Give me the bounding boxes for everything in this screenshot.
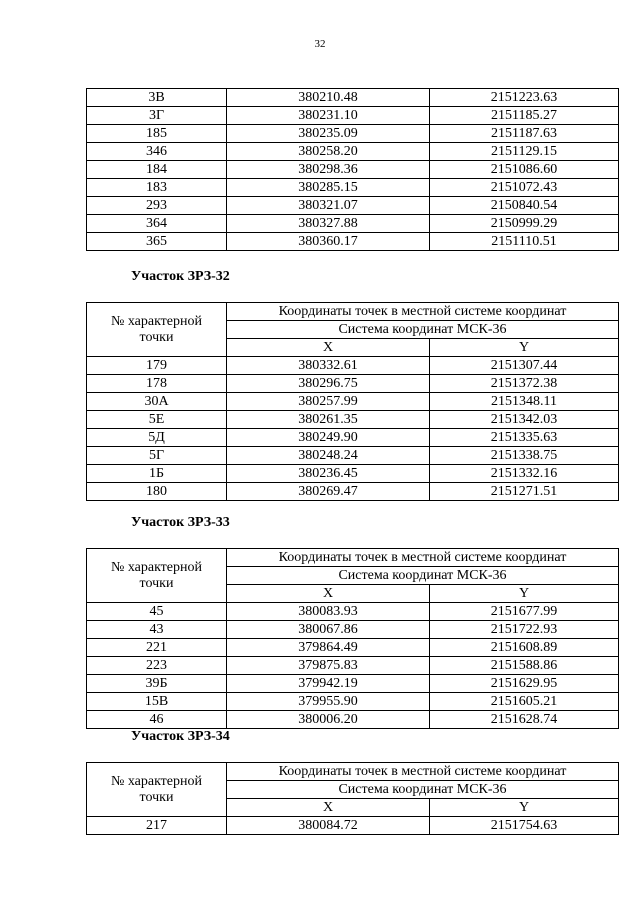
y-coordinate-cell: 2151605.21 (430, 693, 619, 711)
x-coordinate-cell: 380321.07 (227, 197, 430, 215)
x-column-header: X (227, 799, 430, 817)
point-number-cell: 221 (87, 639, 227, 657)
point-number-cell: 364 (87, 215, 227, 233)
y-coordinate-cell: 2150999.29 (430, 215, 619, 233)
coords-system-header: Координаты точек в местной системе координат (227, 303, 619, 321)
y-coordinate-cell: 2151677.99 (430, 603, 619, 621)
point-number-cell: 5Д (87, 429, 227, 447)
y-coordinate-cell: 2151629.95 (430, 675, 619, 693)
header-line: точки (139, 575, 174, 591)
point-number-cell: 30А (87, 393, 227, 411)
table-row (87, 393, 619, 411)
point-number-cell: 346 (87, 143, 227, 161)
point-number-cell: 178 (87, 375, 227, 393)
table-row (87, 817, 619, 835)
coords-system-name: Система координат МСК-36 (227, 567, 619, 585)
y-column-header: Y (430, 339, 619, 357)
table-header (87, 549, 619, 603)
coords-system-header: Координаты точек в местной системе координат (227, 763, 619, 781)
x-coordinate-cell: 380236.45 (227, 465, 430, 483)
page-number: 32 (314, 38, 326, 50)
y-coordinate-cell: 2151335.63 (430, 429, 619, 447)
x-coordinate-cell: 379955.90 (227, 693, 430, 711)
coordinates-table-zrz-34 (86, 762, 619, 835)
x-coordinate-cell: 380006.20 (227, 711, 430, 729)
y-coordinate-cell: 2151271.51 (430, 483, 619, 501)
x-coordinate-cell: 380231.10 (227, 107, 430, 125)
table-row (87, 107, 619, 125)
x-coordinate-cell: 379864.49 (227, 639, 430, 657)
point-number-cell: 43 (87, 621, 227, 639)
y-coordinate-cell: 2151129.15 (430, 143, 619, 161)
y-coordinate-cell: 2151588.86 (430, 657, 619, 675)
point-number-cell: 185 (87, 125, 227, 143)
point-number-cell: 1Б (87, 465, 227, 483)
table-row (87, 675, 619, 693)
y-coordinate-cell: 2151223.63 (430, 89, 619, 107)
table-body (87, 89, 619, 251)
y-coordinate-cell: 2151372.38 (430, 375, 619, 393)
table-body (87, 357, 619, 501)
x-coordinate-cell: 380285.15 (227, 179, 430, 197)
x-coordinate-cell: 380249.90 (227, 429, 430, 447)
y-coordinate-cell: 2151608.89 (430, 639, 619, 657)
point-number-cell: 217 (87, 817, 227, 835)
x-column-header: X (227, 585, 430, 603)
coordinates-table-zrz-32 (86, 302, 619, 501)
coords-system-name: Система координат МСК-36 (227, 321, 619, 339)
y-coordinate-cell: 2151338.75 (430, 447, 619, 465)
point-number-header (87, 763, 227, 817)
point-number-cell: 3В (87, 89, 227, 107)
point-number-cell: 45 (87, 603, 227, 621)
section-title-zrz-34: Участок ЗРЗ-34 (131, 729, 230, 744)
table-row (87, 197, 619, 215)
y-coordinate-cell: 2151072.43 (430, 179, 619, 197)
x-coordinate-cell: 379875.83 (227, 657, 430, 675)
point-number-cell: 5Е (87, 411, 227, 429)
table-row (87, 125, 619, 143)
y-coordinate-cell: 2151332.16 (430, 465, 619, 483)
y-coordinate-cell: 2151348.11 (430, 393, 619, 411)
table-row (87, 447, 619, 465)
point-number-cell: 184 (87, 161, 227, 179)
x-coordinate-cell: 379942.19 (227, 675, 430, 693)
y-column-header: Y (430, 585, 619, 603)
table-row (87, 429, 619, 447)
x-column-header: X (227, 339, 430, 357)
x-coordinate-cell: 380332.61 (227, 357, 430, 375)
y-coordinate-cell: 2151342.03 (430, 411, 619, 429)
point-number-cell: 15В (87, 693, 227, 711)
x-coordinate-cell: 380296.75 (227, 375, 430, 393)
table-row (87, 639, 619, 657)
point-number-cell: 46 (87, 711, 227, 729)
y-coordinate-cell: 2151187.63 (430, 125, 619, 143)
table-body (87, 603, 619, 729)
header-line: № характерной (110, 559, 203, 575)
table-row (87, 215, 619, 233)
coordinates-table-continuation (86, 88, 619, 251)
table-row (87, 233, 619, 251)
table-row (87, 483, 619, 501)
x-coordinate-cell: 380261.35 (227, 411, 430, 429)
table-header (87, 303, 619, 357)
header-line: № характерной (110, 313, 203, 329)
section-title-zrz-33: Участок ЗРЗ-33 (131, 515, 230, 530)
x-coordinate-cell: 380327.88 (227, 215, 430, 233)
point-number-cell: 365 (87, 233, 227, 251)
y-coordinate-cell: 2151086.60 (430, 161, 619, 179)
table-row (87, 621, 619, 639)
point-number-cell: 5Г (87, 447, 227, 465)
y-coordinate-cell: 2151722.93 (430, 621, 619, 639)
x-coordinate-cell: 380083.93 (227, 603, 430, 621)
y-coordinate-cell: 2151628.74 (430, 711, 619, 729)
header-line: точки (139, 789, 174, 805)
coords-system-name: Система координат МСК-36 (227, 781, 619, 799)
table-row (87, 603, 619, 621)
header-line: точки (139, 329, 174, 345)
x-coordinate-cell: 380269.47 (227, 483, 430, 501)
y-coordinate-cell: 2151307.44 (430, 357, 619, 375)
table-row (87, 143, 619, 161)
y-column-header: Y (430, 799, 619, 817)
x-coordinate-cell: 380257.99 (227, 393, 430, 411)
header-line: № характерной (110, 773, 203, 789)
table-row (87, 161, 619, 179)
y-coordinate-cell: 2151754.63 (430, 817, 619, 835)
table-row (87, 465, 619, 483)
table-row (87, 657, 619, 675)
y-coordinate-cell: 2151185.27 (430, 107, 619, 125)
x-coordinate-cell: 380258.20 (227, 143, 430, 161)
y-coordinate-cell: 2151110.51 (430, 233, 619, 251)
x-coordinate-cell: 380248.24 (227, 447, 430, 465)
point-number-cell: 183 (87, 179, 227, 197)
point-number-cell: 223 (87, 657, 227, 675)
point-number-cell: 3Г (87, 107, 227, 125)
table-row (87, 357, 619, 375)
section-title-zrz-32: Участок ЗРЗ-32 (131, 269, 230, 284)
table-body (87, 817, 619, 835)
x-coordinate-cell: 380235.09 (227, 125, 430, 143)
point-number-cell: 180 (87, 483, 227, 501)
point-number-header (87, 549, 227, 603)
table-row (87, 411, 619, 429)
point-number-header (87, 303, 227, 357)
coords-system-header: Координаты точек в местной системе координат (227, 549, 619, 567)
point-number-cell: 179 (87, 357, 227, 375)
x-coordinate-cell: 380298.36 (227, 161, 430, 179)
x-coordinate-cell: 380210.48 (227, 89, 430, 107)
table-header (87, 763, 619, 817)
table-row (87, 711, 619, 729)
coordinates-table-zrz-33 (86, 548, 619, 729)
table-row (87, 89, 619, 107)
table-row (87, 693, 619, 711)
table-row (87, 179, 619, 197)
x-coordinate-cell: 380067.86 (227, 621, 430, 639)
table-row (87, 375, 619, 393)
point-number-cell: 293 (87, 197, 227, 215)
point-number-cell: 39Б (87, 675, 227, 693)
y-coordinate-cell: 2150840.54 (430, 197, 619, 215)
x-coordinate-cell: 380360.17 (227, 233, 430, 251)
x-coordinate-cell: 380084.72 (227, 817, 430, 835)
